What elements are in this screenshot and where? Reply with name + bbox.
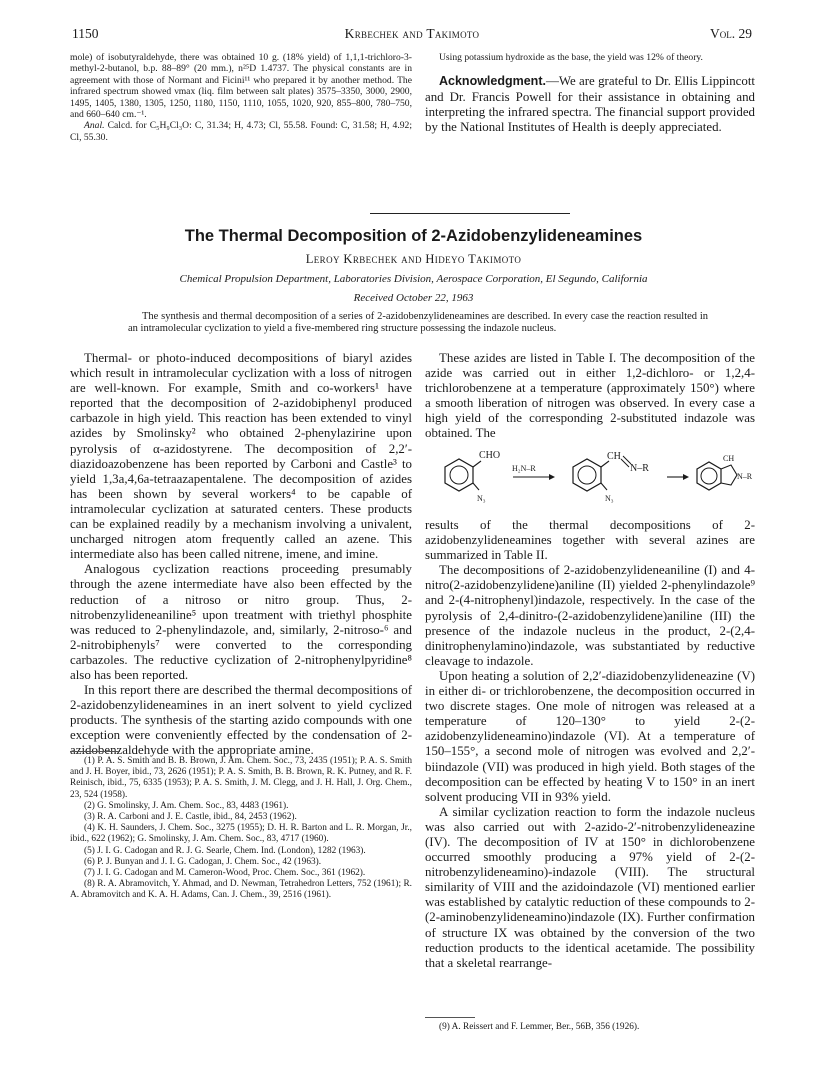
aromatic-circle-3 <box>701 468 717 484</box>
azide-label-1: N₃ <box>477 494 486 503</box>
footnote-3: (3) R. A. Carboni and J. E. Castle, ibid., 84, 2453 (1962). <box>84 812 297 823</box>
results-paragraph-4: A similar cyclization reaction to form the indazole nucleus was also carried out with 2-azido-2′-nitrobenzylideneazine (IV). The decomposition of IV at 150° in dichlorobenzene occurred smoothly producing a 97% yield of 2-(2-nitrobenzylideneamino)-indazole (VIII). The structural similarity of VIII and the azidoindazole (VI) mentioned earlier was established by catalytic reduction of these compounds to 2-(2-aminobenzylideneamino)indazole (IX). Further confirmation of structure IX was obtained by the conversion of the two reduction products to the identical acetamide. The possibility that a skeletal rearrange- <box>425 804 755 970</box>
prev-yield-note: Using potassium hydroxide as the base, the yield was 12% of theory. <box>439 52 703 63</box>
page-number: 1150 <box>72 26 99 41</box>
footnote-8: (8) R. A. Abramovitch, Y. Ahmad, and D. Newman, Tetrahedron Letters, 752 (1961); R. A. Abramovitch and K. A. H. Adams, Can. J. Chem., 39, 2516 (1961). <box>70 879 412 901</box>
cho-label: CHO <box>479 450 501 461</box>
article-affiliation: Chemical Propulsion Department, Laboratories Division, Aerospace Corporation, El Segundo, California <box>179 273 648 285</box>
footnote-rule <box>70 751 120 752</box>
arrow-1-head <box>549 474 555 480</box>
aromatic-circle-2 <box>578 466 596 484</box>
footnote-4: (4) K. H. Saunders, J. Chem. Soc., 3275 (1955); D. H. R. Barton and L. R. Morgan, Jr., ibid., 622 (1962); G. Smolinsky, J. Am. Chem. Soc., 83, 4717 (1960). <box>70 823 412 845</box>
footnote-7: (7) J. I. G. Cadogan and M. Cameron-Wood, Proc. Chem. Soc., 361 (1962). <box>84 868 366 879</box>
arrow-2-head <box>683 474 689 480</box>
ch-label: CH <box>607 451 621 462</box>
product-n-r-label: N–R <box>737 472 753 481</box>
footnote-5: (5) J. I. G. Cadogan and R. J. G. Searle, Chem. Ind. (London), 1282 (1963). <box>84 845 366 856</box>
prev-analysis <box>70 120 412 143</box>
prev-experimental-text: mole) of isobutyraldehyde, there was obtained 10 g. (18% yield) of 1,1,1-trichloro-3-methyl-2-butanol, b.p. 88–89° (20 mm.), n²⁵D 1.4737. The physical constants are in agreement with those of Normant and Ficini¹¹ who prepared it by another method. The infrared spectrum showed νmax (liq. film between salt plates) 3575–3350, 3000, 2900, 1495, 1405, 1380, 1305, 1250, 1180, 1150, 1110, 1055, 1020, 920, 855–800, 780–750, and 660–640 cm.⁻¹. <box>70 52 412 121</box>
reagent-label: H₂N–R <box>512 464 536 473</box>
ack-heading: Acknowledgment. <box>439 74 546 89</box>
intro-paragraph-3: In this report there are described the thermal decompositions of 2-azidobenzylideneamines in an inert solvent to yield cyclized products. The synthesis of the starting azido compounds with one exception were conveniently effected by the condensation of 2-azidobenzaldehyde with the appropriate amine. <box>70 683 412 758</box>
footnotes <box>70 756 412 902</box>
article-authors: Leroy Krbechek and Hideyo Takimoto <box>305 252 522 266</box>
azide-bond-1 <box>473 483 479 490</box>
article-separator <box>370 213 570 214</box>
cho-bond <box>473 461 481 467</box>
footnote-1: (1) P. A. S. Smith and B. B. Brown, J. Am. Chem. Soc., 73, 2435 (1951); P. A. S. Smith and J. H. Boyer, ibid., 73, 2626 (1951); P. A. S. Smith, B. B. Brown, R. K. Putney, and R. F. Reinisch, ibid., 75, 6335 (1953); P. A. S. Smith, J. M. Clegg, and J. H. Hall, J. Org. Chem., 23, 524 (1958). <box>70 756 412 800</box>
volume-label: Vol. 29 <box>710 26 752 41</box>
benzene-ring-2 <box>573 459 601 491</box>
running-authors: Krbechek and Takimoto <box>344 26 480 41</box>
results-paragraph-3: Upon heating a solution of 2,2′-diazidobenzylideneazine (V) in either di- or trichlorobenzene, the decomposition occurred in two discrete stages. One mole of nitrogen was released at a temperature of 120–130° to yield 2-(2-azidobenzylideneamino)indazole (VI). At a temperature of 150–155°, a second mole of nitrogen was evolved and 2,2′-biindazole (VII) was produced in high yield. Both stages of the decomposition can be effected by heating V to 150° in an inert solvent producing VII in 93% yield. <box>425 668 755 804</box>
footnote-rule-right <box>425 1017 475 1018</box>
aromatic-circle-1 <box>450 466 468 484</box>
results-intro: These azides are listed in Table I. The decomposition of the azide was carried out in either 1,2-dichloro- or 1,2,4-trichlorobenzene at a temperature (approximately 150°) where a smooth liberation of nitrogen was observed. In every case a high yield of the corresponding 2-substituted indazole was obtained. The <box>425 351 755 441</box>
reaction-scheme-drawing <box>425 445 760 515</box>
intro-paragraph-2: Analogous cyclization reactions proceeding presumably through the azene intermediate have also been effected by the reduction of a nitroso or nitro group. Thus, 2-nitrobenzylideneaniline⁵ upon treatment with triethyl phosphite was reduced to 2-phenylindazole, and, similarly, 2-nitroso-⁶ and 2-nitrobiphenyls⁷ were converted to the corresponding carbazoles. The reductive cyclization of 2-nitrophenylpyridine⁸ also has been reported. <box>70 562 412 682</box>
article-title: The Thermal Decomposition of 2-Azidobenzylideneamines <box>184 227 643 245</box>
pyrazole-ring <box>721 465 737 485</box>
azide-bond-2 <box>601 483 607 490</box>
footnote-9-text: (9) A. Reissert and F. Lemmer, Ber., 56B, 356 (1926). <box>439 1022 640 1032</box>
anal-label: Anal. <box>84 120 105 132</box>
running-header <box>72 26 752 44</box>
prev-article-right <box>425 52 755 148</box>
benzene-ring-1 <box>445 459 473 491</box>
right-column <box>425 518 755 971</box>
reaction-scheme <box>425 445 760 515</box>
right-column-top <box>425 351 755 442</box>
footnote-2: (2) G. Smolinsky, J. Am. Chem. Soc., 83, 4483 (1961). <box>84 800 289 811</box>
product-ch-label: CH <box>723 454 735 463</box>
ack-text: —We are grateful to Dr. Ellis Lippincott and Dr. Francis Powell for their assistance in obtaining and interpreting the infrared spectra. The financial support provided by the National Institutes of Health is deeply appreciated. <box>425 74 755 134</box>
abstract-text: The synthesis and thermal decomposition of a series of 2-azidobenzylideneamines are described. In every case the reaction resulted in an intramolecular cyclization to yield a five-membered ring structure possessing the indazole nucleus. <box>128 311 708 335</box>
results-paragraph-2: The decompositions of 2-azidobenzylideneaniline (I) and 4-nitro(2-azidobenzylidene)aniline (II) yielded 2-phenylindazole⁹ and 2-(4-nitrophenyl)indazole, respectively. In the case of the pyrolysis of 2,4-dinitro-(2-azidobenzylidene)aniline (III) the presence of the indazole nucleus in the product, 2-(2,4-dinitrophenylamino)indazole, was substantiated by reductive cleavage to indazole. <box>425 563 755 668</box>
acknowledgment <box>425 74 755 134</box>
received-date: Received October 22, 1963 <box>353 292 474 304</box>
footnote-6: (6) P. J. Bunyan and J. I. G. Cadogan, J. Chem. Soc., 42 (1963). <box>84 856 322 867</box>
azide-label-2: N₃ <box>605 494 614 503</box>
anal-text: Calcd. for C₅H₉Cl₃O: C, 31.34; H, 4.73; Cl, 55.58. Found: C, 31.58; H, 4.92; Cl, 55.30. <box>70 120 412 143</box>
abstract <box>128 311 708 335</box>
left-column <box>70 351 412 759</box>
n-r-label: N–R <box>630 463 649 474</box>
footnote-9 <box>425 1022 755 1033</box>
intro-paragraph-1: Thermal- or photo-induced decompositions of biaryl azides which result in intramolecular cyclization with a loss of nitrogen are well-known. For example, Smith and co-workers¹ have reported that the decomposition of 2-azidobiphenyl produced carbazole in high yield. This reaction has been extended to vinyl azides by Smolinsky² who obtained 2-phenylazirine upon pyrolysis of α-azidostyrene. The decomposition of 2,2′-diazidoazobenzene has been reported by Carboni and Castle³ to yield 1,3a,4,6a-tetraazapentalene. The decomposition of azides has been shown by several workers⁴ to be capable of intramolecular cyclization at saturated centers. These products can be explained readily by a mechanism involving a univalent, uncharged nitrogen atom frequently called an azene. This intermediate also has been called nitrene, imene, and imine. <box>70 351 412 562</box>
prev-article-experimental <box>70 52 412 143</box>
results-continued: results of the thermal decompositions of 2-azidobenzylideneamines together with several azines are summarized in Table II. <box>425 518 755 563</box>
